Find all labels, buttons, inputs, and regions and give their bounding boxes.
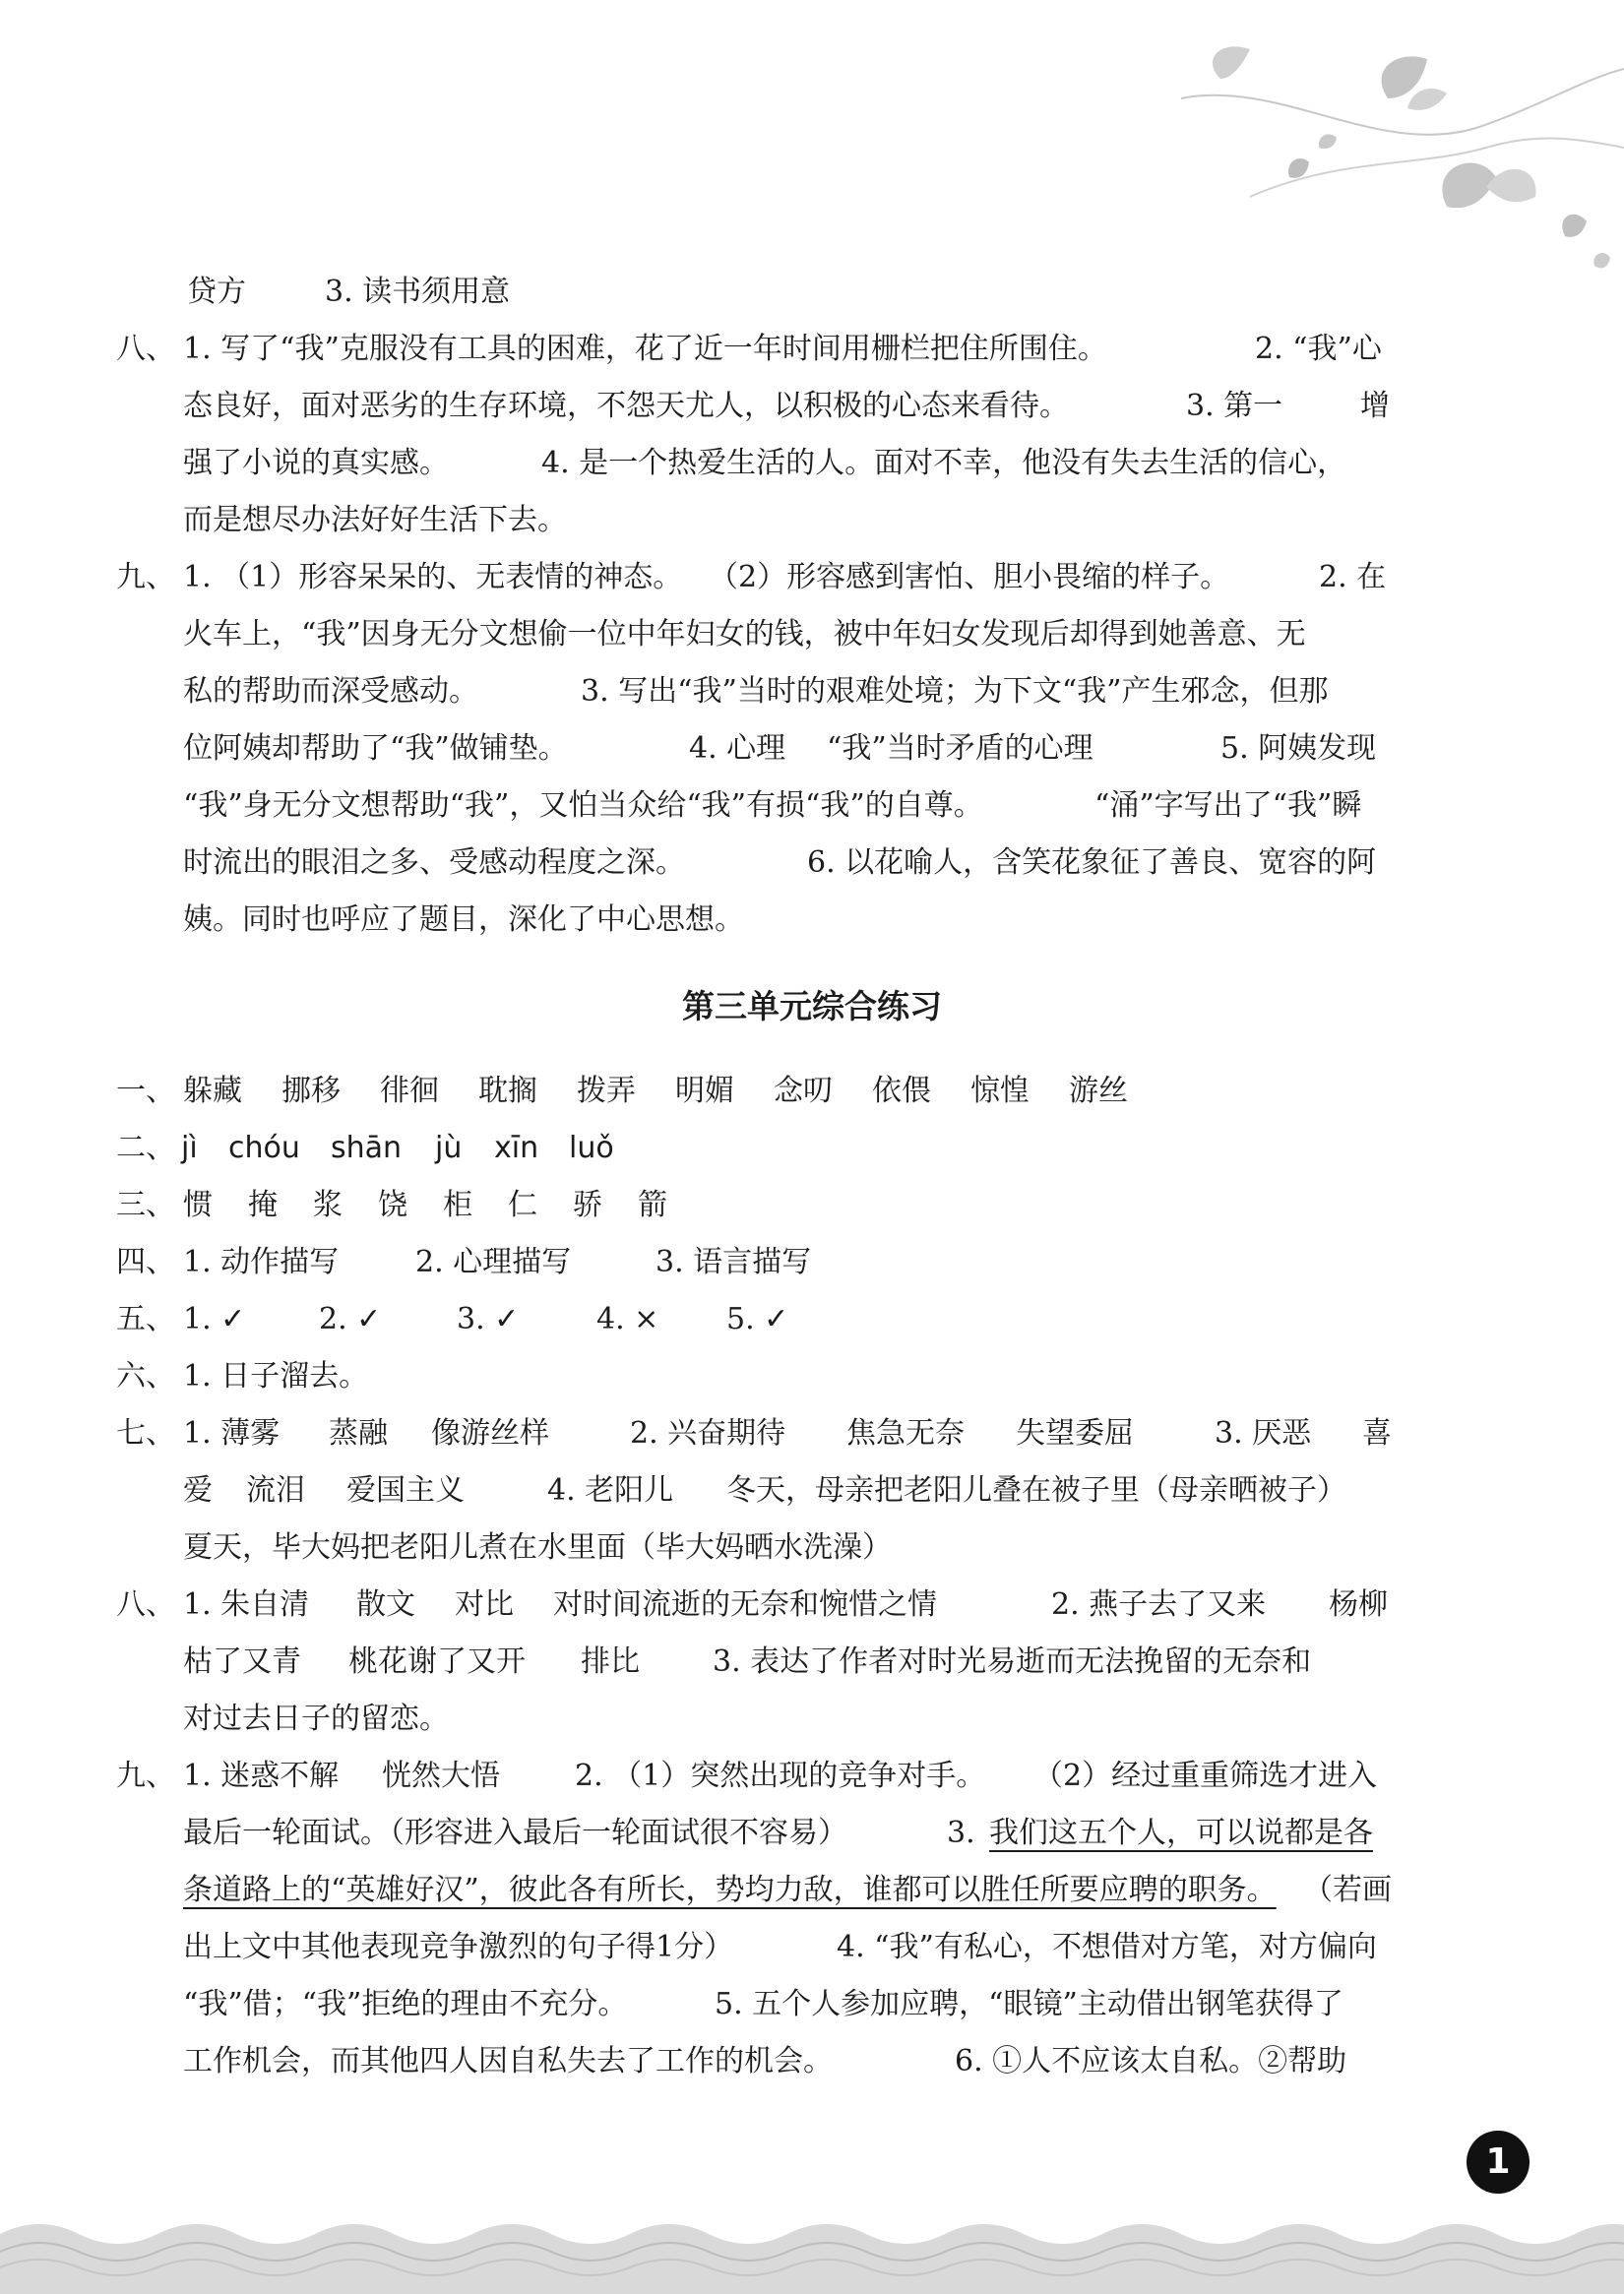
question-number: 九、 [116, 1759, 175, 1793]
section-title: 第三单元综合练习 [682, 987, 942, 1025]
answer-text: 6. 以花喻人，含笑花象征了善良、宽容的阿 [807, 845, 1377, 880]
answer-text: 像游丝样 [431, 1416, 549, 1451]
question-6-line [0, 1352, 1624, 1401]
character: 柜 [443, 1188, 472, 1222]
word: 拨弄 [577, 1074, 636, 1108]
text-line [0, 268, 1624, 317]
pinyin: jù [435, 1131, 463, 1165]
answer-mark: 4. × [596, 1302, 659, 1336]
question-7-line [0, 1409, 1624, 1458]
pinyin: chóu [228, 1131, 300, 1165]
pinyin: luǒ [569, 1131, 614, 1165]
answer-text: 1. 薄雾 [183, 1416, 281, 1451]
answer-text: 对时间流逝的无奈和惋惜之情 [553, 1587, 937, 1622]
word: 耽搁 [478, 1074, 537, 1108]
text-line [0, 1866, 1624, 1915]
answer-text: 时流出的眼泪之多、受感动程度之深。 [183, 845, 685, 880]
answer-text: 2. （1）突然出现的竞争对手。 [575, 1759, 986, 1793]
answer-text: （2）形容感到害怕、胆小畏缩的样子。 [709, 560, 1230, 594]
question-number: 八、 [116, 332, 175, 366]
answer-text: 爱 [183, 1473, 213, 1508]
text-line [0, 1466, 1624, 1516]
answer-text: 6. ①人不应该太自私。②帮助 [955, 2044, 1347, 2078]
answer-text: 4. 是一个热爱生活的人。面对不幸，他没有失去生活的信心， [541, 446, 1347, 480]
word: 惊惶 [970, 1074, 1030, 1108]
answer-text: 桃花谢了又开 [348, 1644, 526, 1679]
answer-mark: 1. ✓ [183, 1302, 246, 1336]
question-8-line [0, 1581, 1624, 1630]
character: 惯 [183, 1188, 213, 1222]
answer-text: 流泪 [246, 1473, 305, 1508]
answer-text: 2. 兴奋期待 [630, 1416, 786, 1451]
word: 躲藏 [183, 1074, 242, 1108]
answer-text: 5. 五个人参加应聘，“眼镜”主动借出钢笔获得了 [715, 1987, 1343, 2021]
answer-text: 3. 表达了作者对时光易逝而无法挽留的无奈和 [713, 1644, 1312, 1679]
answer-text: 最后一轮面试。（形容进入最后一轮面试很不容易） [183, 1816, 847, 1850]
character: 箭 [638, 1188, 667, 1222]
answer-text: 3. [947, 1816, 975, 1850]
question-number: 六、 [116, 1359, 175, 1394]
word: 徘徊 [380, 1074, 439, 1108]
answer-text: 恍然大悟 [382, 1759, 500, 1793]
text-line [0, 724, 1624, 774]
question-number: 三、 [116, 1188, 175, 1222]
answer-text: 2. 在 [1319, 560, 1387, 594]
answer-text: 火车上，“我”因身无分文想偷一位中年妇女的钱，被中年妇女发现后却得到她善意、无 [183, 617, 1306, 651]
text-line [0, 838, 1624, 888]
answer-text: 3. 语言描写 [656, 1245, 812, 1279]
answer-text: 杨柳 [1329, 1587, 1388, 1622]
question-8-line [0, 325, 1624, 374]
answer-text: “我”当时矛盾的心理 [827, 731, 1093, 766]
question-number: 二、 [116, 1131, 175, 1165]
answer-text: （2）经过重重筛选才进入 [1033, 1759, 1378, 1793]
text-line [0, 896, 1624, 945]
pinyin: jì [181, 1131, 198, 1165]
answer-text: 1. 日子溜去。 [183, 1359, 369, 1394]
word: 明媚 [675, 1074, 734, 1108]
question-number: 一、 [116, 1074, 175, 1108]
answer-text: 3. 写出“我”当时的艰难处境；为下文“我”产生邪念，但那 [581, 674, 1329, 709]
text-line [0, 1638, 1624, 1687]
answer-text: 4. 心理 [689, 731, 786, 766]
word: 游丝 [1069, 1074, 1128, 1108]
question-2-line [0, 1124, 1624, 1173]
answer-text: 排比 [581, 1644, 640, 1679]
answer-text: 私的帮助而深受感动。 [183, 674, 478, 709]
pinyin: shān [331, 1131, 403, 1165]
answer-text: 位阿姨却帮助了“我”做铺垫。 [183, 731, 568, 766]
answer-text: 贷方 [187, 275, 246, 309]
answer-text: 冬天，母亲把老阳儿叠在被子里（母亲晒被子） [726, 1473, 1346, 1508]
answer-text: 而是想尽办法好好生活下去。 [183, 503, 567, 537]
pinyin: xīn [494, 1131, 539, 1165]
answer-text: 1. 迷惑不解 [183, 1759, 340, 1793]
answer-text: “我”借；“我”拒绝的理由不充分。 [183, 1987, 628, 2021]
text-line [0, 2037, 1624, 2086]
answer-text: “涌”字写出了“我”瞬 [1094, 788, 1362, 823]
text-line [0, 382, 1624, 431]
answer-text: 增 [1360, 389, 1390, 423]
answer-text: 态良好，面对恶劣的生存环境，不怨天尤人，以积极的心态来看待。 [183, 389, 1069, 423]
underlined-answer: 条道路上的“英雄好汉”，彼此各有所长，势均力敌，谁都可以胜任所要应聘的职务。 [183, 1873, 1277, 1907]
text-line [0, 1980, 1624, 2029]
answer-text: 焦急无奈 [846, 1416, 965, 1451]
text-line [0, 439, 1624, 488]
question-4-line [0, 1238, 1624, 1287]
text-line [0, 1695, 1624, 1744]
answer-text: 强了小说的真实感。 [183, 446, 449, 480]
answer-text: 3. 读书须用意 [325, 275, 511, 309]
answer-text: 出上文中其他表现竞争激烈的句子得1分） [183, 1930, 734, 1964]
answer-text: 5. 阿姨发现 [1220, 731, 1377, 766]
answer-mark: 2. ✓ [319, 1302, 382, 1336]
answer-text: 1. 写了“我”克服没有工具的困难，花了近一年时间用栅栏把住所围住。 [183, 332, 1107, 366]
wave-footer-icon [0, 2204, 1624, 2294]
question-number: 五、 [116, 1302, 175, 1336]
answer-text: 4. “我”有私心，不想借对方笔，对方偏向 [837, 1930, 1377, 1964]
answer-text: 2. “我”心 [1255, 332, 1382, 366]
answer-text: 1. 朱自清 [183, 1587, 310, 1622]
answer-text: 对过去日子的留恋。 [183, 1702, 449, 1736]
text-line [0, 496, 1624, 545]
answer-text: 散文 [356, 1587, 415, 1622]
question-number: 七、 [116, 1416, 175, 1451]
text-line [0, 610, 1624, 659]
question-1-line [0, 1067, 1624, 1116]
answer-text: 失望委屈 [1016, 1416, 1134, 1451]
answer-text: 姨。同时也呼应了题目，深化了中心思想。 [183, 902, 744, 937]
answer-text: 工作机会，而其他四人因自私失去了工作的机会。 [183, 2044, 833, 2078]
character: 掩 [248, 1188, 278, 1222]
text-line [0, 1523, 1624, 1573]
answer-text: 喜 [1362, 1416, 1392, 1451]
question-9-line [0, 1752, 1624, 1801]
character: 骄 [573, 1188, 602, 1222]
answer-text: 爱国主义 [346, 1473, 465, 1508]
text-line [0, 781, 1624, 831]
answer-text: （若画 [1303, 1873, 1392, 1907]
text-line [0, 1809, 1624, 1858]
character: 仁 [508, 1188, 537, 1222]
text-line [0, 667, 1624, 716]
answer-text: 2. 心理描写 [415, 1245, 572, 1279]
answer-mark: 3. ✓ [457, 1302, 520, 1336]
text-line [0, 1923, 1624, 1972]
answer-text: 3. 第一 [1186, 389, 1283, 423]
answer-mark: 5. ✓ [726, 1302, 789, 1336]
answer-text: 夏天，毕大妈把老阳儿煮在水里面（毕大妈晒水洗澡） [183, 1530, 892, 1565]
question-9-line [0, 553, 1624, 602]
question-3-line [0, 1181, 1624, 1230]
question-5-line [0, 1295, 1624, 1344]
underlined-answer: 我们这五个人，可以说都是各 [989, 1816, 1373, 1850]
answer-text: “我”身无分文想帮助“我”，又怕当众给“我”有损“我”的自尊。 [183, 788, 983, 823]
word: 念叨 [774, 1074, 833, 1108]
answer-text: 4. 老阳儿 [547, 1473, 674, 1508]
question-number: 四、 [116, 1245, 175, 1279]
answer-text: 对比 [455, 1587, 514, 1622]
character: 饶 [378, 1188, 407, 1222]
word: 依偎 [872, 1074, 931, 1108]
answer-text: 1. （1）形容呆呆的、无表情的神态。 [183, 560, 683, 594]
answer-text: 蒸融 [329, 1416, 388, 1451]
answer-text: 枯了又青 [183, 1644, 301, 1679]
question-number: 九、 [116, 560, 175, 594]
answer-text: 3. 厌恶 [1215, 1416, 1312, 1451]
answer-text: 2. 燕子去了又来 [1051, 1587, 1267, 1622]
question-number: 八、 [116, 1587, 175, 1622]
page-number: 1 [1467, 2131, 1530, 2194]
character: 浆 [313, 1188, 343, 1222]
answer-text: 1. 动作描写 [183, 1245, 340, 1279]
word: 挪移 [281, 1074, 341, 1108]
